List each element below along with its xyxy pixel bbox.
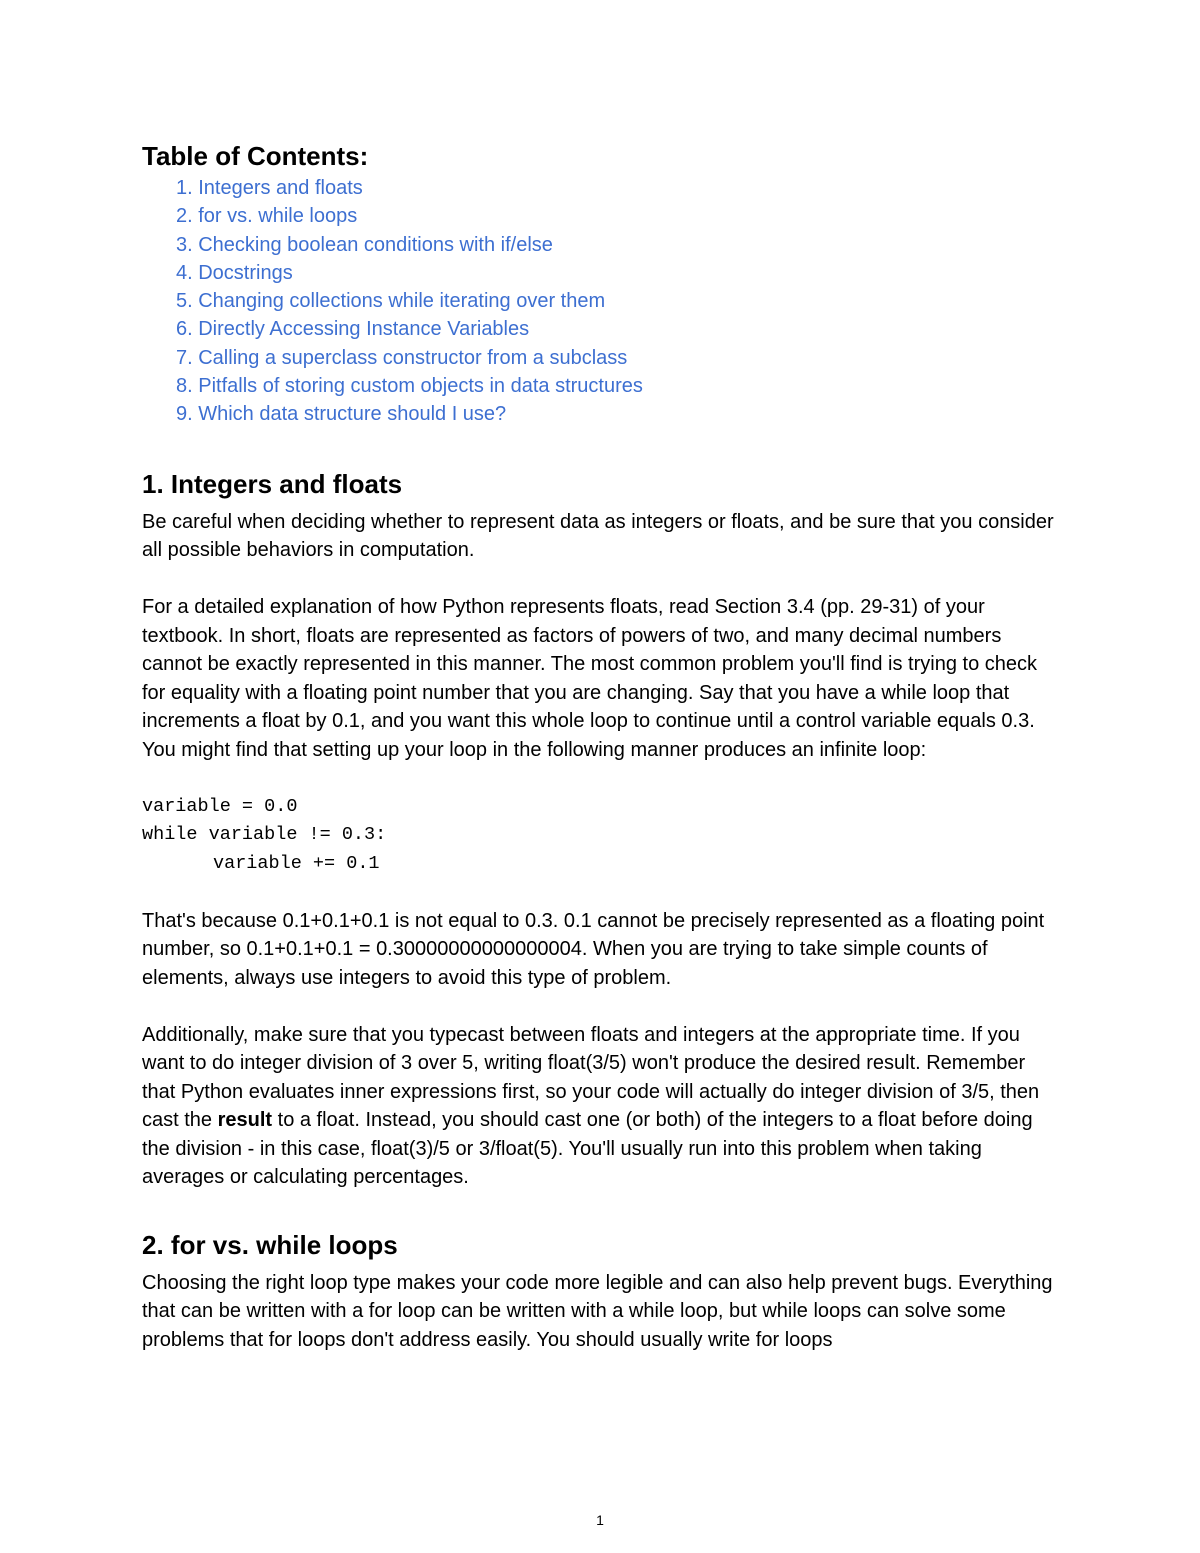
- section1-paragraph-3: That's because 0.1+0.1+0.1 is not equal to 0.3. 0.1 cannot be precisely represented as a floating point number, so 0.1+0.1+0.1 = 0.30000000000000004. When you are trying to take simple counts of elements, always use integers to avoid this type of problem.: [142, 909, 1045, 989]
- code-line: while variable != 0.3:: [142, 824, 387, 846]
- toc-link-integers-and-floats[interactable]: 1. Integers and floats: [176, 177, 363, 199]
- toc-link-for-vs-while[interactable]: 2. for vs. while loops: [176, 205, 358, 228]
- section1-paragraph-1: Be careful when deciding whether to represent data as integers or floats, and be sure that you consider all possible behaviors in computation.: [142, 510, 1054, 562]
- paragraph-text: Additionally, make sure that you typecast between floats and integers at the appropriate time. If you want to do integer division of 3 over 5, writing float(3/5) won't produce the desired result. Remember that Python evaluates inner expressions first, so your code will actually do integer division of 3/5, then cast the: [142, 1023, 1040, 1132]
- toc-link-custom-objects[interactable]: 8. Pitfalls of storing custom objects in data structures: [176, 375, 643, 398]
- toc-link-instance-variables[interactable]: 6. Directly Accessing Instance Variables: [176, 318, 530, 341]
- toc-item[interactable]: [176, 400, 1062, 428]
- code-line: variable += 0.1: [213, 852, 380, 874]
- code-line: variable = 0.0: [142, 795, 298, 817]
- toc-link-changing-collections[interactable]: 5. Changing collections while iterating over them: [176, 290, 606, 313]
- toc-item[interactable]: [176, 315, 1062, 343]
- section-heading-integers-and-floats: 1. Integers and floats: [142, 468, 403, 499]
- page-number: 1: [596, 1512, 604, 1528]
- toc-link-docstrings[interactable]: 4. Docstrings: [176, 261, 293, 284]
- toc-title: Table of Contents:: [142, 141, 369, 171]
- toc-item[interactable]: [176, 344, 1062, 372]
- toc-list: [142, 174, 1062, 429]
- toc-item[interactable]: [176, 259, 1062, 287]
- toc-link-superclass-constructor[interactable]: 7. Calling a superclass constructor from a subclass: [176, 346, 628, 369]
- toc-link-data-structure[interactable]: 9. Which data structure should I use?: [176, 403, 507, 426]
- toc-link-boolean-conditions[interactable]: 3. Checking boolean conditions with if/else: [176, 233, 553, 256]
- toc-item[interactable]: [176, 287, 1062, 315]
- toc-item[interactable]: [176, 372, 1062, 400]
- page-content: [142, 138, 1062, 1354]
- toc-item[interactable]: [176, 202, 1062, 230]
- toc-item[interactable]: [176, 174, 1062, 202]
- section-heading-for-vs-while: 2. for vs. while loops: [142, 1229, 398, 1260]
- section1-paragraph-4: [142, 1021, 1062, 1192]
- bold-term: result: [217, 1109, 273, 1132]
- section1-paragraph-2: For a detailed explanation of how Python represents floats, read Section 3.4 (pp. 29-31) of your textbook. In short, floats are represented as factors of powers of two, and many decimal numbers cannot be exactly represented in this manner. The most common problem you'll find is trying to check for equality with a floating point number that you are changing. Say that you have a while loop that increments a float by 0.1, and you want this whole loop to continue until a control variable equals 0.3. You might find that setting up your loop in the following manner produces an infinite loop:: [142, 596, 1037, 761]
- section2-paragraph-1: Choosing the right loop type makes your code more legible and can also help prevent bugs. Everything that can be written with a for loop can be written with a while loop, but while loops can solve some problems that for loops don't address easily. You should usually write for loops: [142, 1271, 1053, 1351]
- paragraph-text: to a float. Instead, you should cast one (or both) of the integers to a float before doing the division - in this case, float(3)/5 or 3/float(5). You'll usually run into this problem when taking averages or calculating percentages.: [142, 1109, 1033, 1189]
- code-block: [142, 793, 1062, 879]
- toc-item[interactable]: [176, 231, 1062, 259]
